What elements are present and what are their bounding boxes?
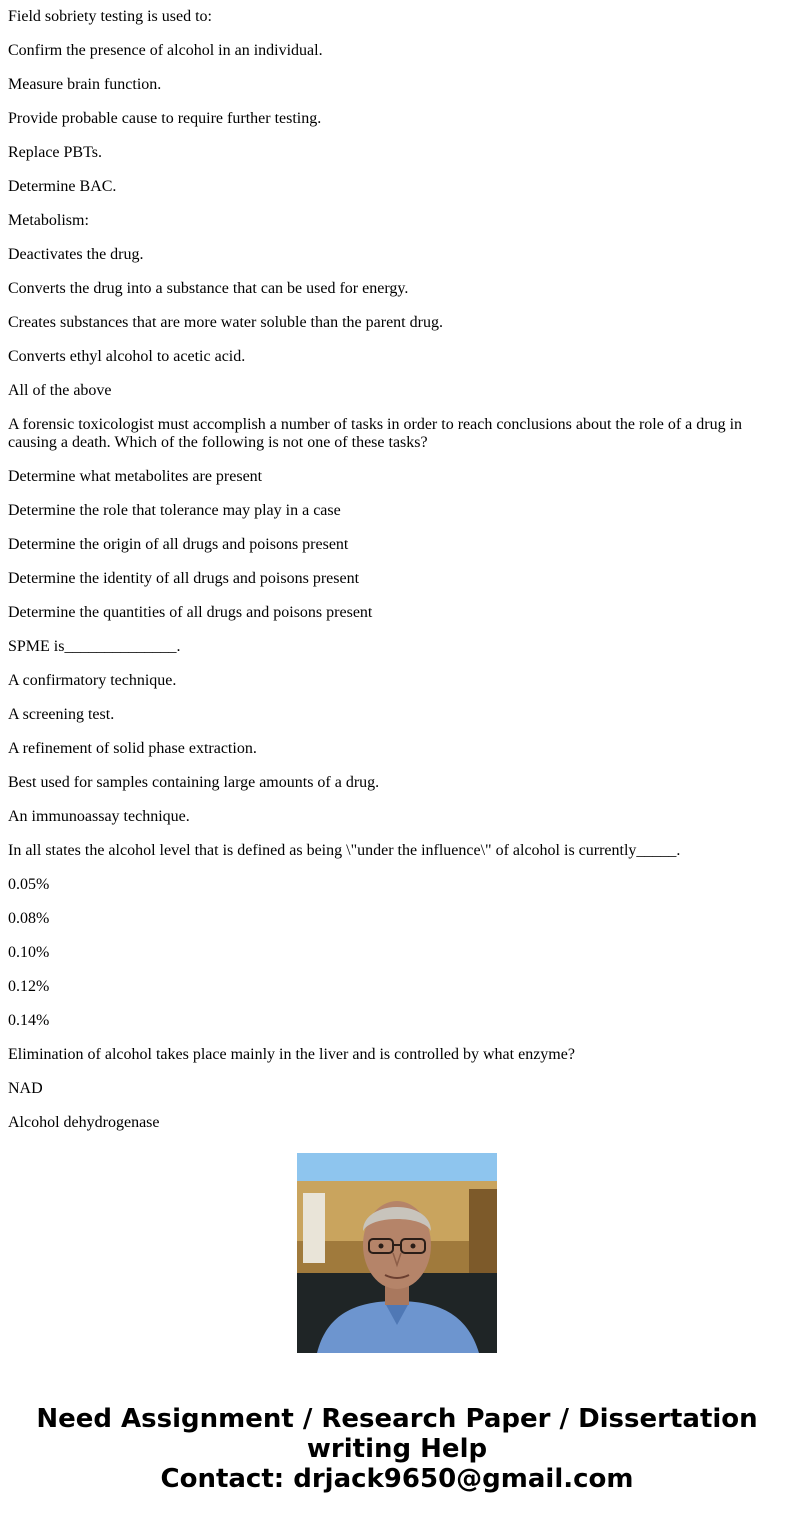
answer-option: Deactivates the drug. (8, 246, 144, 263)
answer-option: A confirmatory technique. (8, 672, 177, 689)
answer-option: Determine the quantities of all drugs and poisons present (8, 604, 373, 621)
answer-option: Converts ethyl alcohol to acetic acid. (8, 348, 246, 365)
answer-option: All of the above (8, 382, 112, 399)
answer-option: 0.12% (8, 978, 50, 995)
answer-option: Confirm the presence of alcohol in an individual. (8, 42, 323, 59)
answer-option: Determine BAC. (8, 178, 117, 195)
answer-option: 0.05% (8, 876, 50, 893)
question-prompt: Elimination of alcohol takes place mainly in the liver and is controlled by what enzyme? (8, 1046, 575, 1063)
author-portrait-image (297, 1153, 497, 1353)
answer-option: A screening test. (8, 706, 115, 723)
question-prompt: Field sobriety testing is used to: (8, 8, 212, 25)
answer-option: 0.08% (8, 910, 50, 927)
answer-option: Determine the origin of all drugs and poisons present (8, 536, 349, 553)
answer-option: NAD (8, 1080, 43, 1097)
answer-option: Replace PBTs. (8, 144, 102, 161)
answer-option: Determine the identity of all drugs and poisons present (8, 570, 360, 587)
answer-option: Creates substances that are more water soluble than the parent drug. (8, 314, 443, 331)
answer-option: An immunoassay technique. (8, 808, 190, 825)
answer-option: 0.14% (8, 1012, 50, 1029)
answer-option: Provide probable cause to require further testing. (8, 110, 322, 127)
answer-option: Alcohol dehydrogenase (8, 1114, 160, 1131)
question-prompt: A forensic toxicologist must accomplish a number of tasks in order to reach conclusions about the role of a drug in causing a death. Which of the following is not one of these tasks? (8, 416, 743, 451)
banner-line: writing Help (306, 1434, 488, 1464)
answer-option: 0.10% (8, 944, 50, 961)
question-list (8, 0, 786, 1131)
answer-option: Determine what metabolites are present (8, 468, 263, 485)
banner-line: Need Assignment / Research Paper / Dissertation (36, 1404, 758, 1434)
question-prompt: SPME is______________. (8, 638, 181, 655)
answer-option: Converts the drug into a substance that can be used for energy. (8, 280, 409, 297)
answer-option: Measure brain function. (8, 76, 162, 93)
answer-option: Best used for samples containing large amounts of a drug. (8, 774, 380, 791)
question-prompt: In all states the alcohol level that is defined as being \"under the influence\" of alcohol is currently_____. (8, 842, 681, 859)
contact-email: Contact: drjack9650@gmail.com (160, 1464, 634, 1494)
answer-option: Determine the role that tolerance may play in a case (8, 502, 341, 519)
answer-option: A refinement of solid phase extraction. (8, 740, 257, 757)
author-avatar (297, 1153, 497, 1353)
question-prompt: Metabolism: (8, 212, 89, 229)
contact-banner (0, 1404, 794, 1494)
